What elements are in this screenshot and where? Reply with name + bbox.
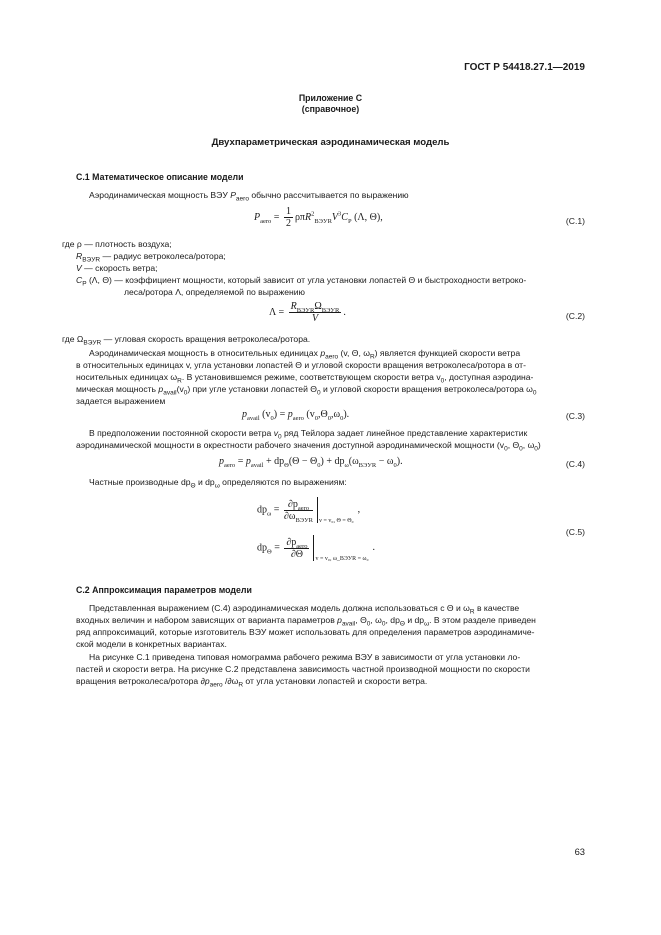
paragraph-relative-power-l2: в относительных единицах v, угла установки лопастей Θ и угловой скорости вращения ветроколеса/ротора в от- [76,360,526,370]
page-number: 63 [574,846,585,857]
glossary-radius: $R_{ВЭУR}$ — радиус ветроколеса/ротора; [76,251,226,264]
fraction-d-theta: $\frac{\partial p_{aero}}{\partial\Theta}$ [286,536,308,560]
section-heading-c2: С.2 Аппроксимация параметров модели [76,585,252,595]
paragraph-figures: На рисунке С.1 приведена типовая номограмма рабочего режима ВЭУ в зависимости от угла установки ло- [89,652,521,662]
glossary-wind-speed: V — скорость ветра; [76,263,158,273]
annex-title: Приложение С [298,93,363,103]
paragraph-relative-power-l3: носительных единицах $\omega_R$. В установившемся режиме, соответствующем скорости ветра $v_0$, доступная аэродина- [76,372,534,385]
equation-label-c1: (С.1) [565,216,585,226]
fraction-d-omega: $\frac{\partial p_{aero}}{\partial\omega_{ВЭУR}}$ [283,498,314,524]
equation-label-c4: (С.4) [565,459,585,469]
paragraph-relative-power-l4: мическая мощность $p_{avail}(v_0)$ при угле установки лопастей $\Theta_0$ и угловой скорости вращения ветроколеса/ротора $\omega_0$ [76,384,537,397]
annex-heading [0,93,661,115]
glossary-angular-speed: где $\Omega_{ВЭУR}$ — угловая скорость вращения ветроколеса/ротора. [62,334,311,347]
paragraph-partials: Частные производные $dp_\Theta$ и $dp_\omega$ определяются по выражениям: [89,477,347,490]
fraction-tip-speed: $\frac{R_{ВЭУR}\Omega_{ВЭУR}}{V}$ [290,301,340,324]
paragraph-approximation: Представленная выражением (С.4) аэродинамическая модель должна использоваться с Θ и $\omega_R$ в качестве [89,603,520,616]
section-heading-c1: С.1 Математическое описание модели [76,172,244,182]
paragraph-relative-power: Аэродинамическая мощность в относительных единицах $p_{aero}$ (v, Θ, $\omega_R$) является функцией скорости ветра [89,348,521,361]
glossary-power-coefficient-cont: леса/ротора Λ, определяемой по выражению [124,287,305,297]
equation-label-c2: (С.2) [565,311,585,321]
paragraph-taylor-l2: аэродинамической мощности в окрестности рабочего значения доступной аэродинамической мощности ($v_0$, $\Theta_0$, $\omega_0$) [76,440,541,453]
equation-c3: $p_{avail}$ $(v_0) = p_{aero}$ $(v_0,\Theta_0,\omega_0)$. [242,409,350,422]
paragraph-relative-power-l5: задается выражением [76,396,166,406]
page-title: Двухпараметрическая аэродинамическая модель [211,137,450,148]
paragraph-intro: Аэродинамическая мощность ВЭУ $P_{aero}$ обычно рассчитывается по выражению [89,190,409,203]
equation-c1: $P_{aero}$ = $\frac{1}{2}$ $\rho\pi R^2_{ВЭУR}V^3C_P$ (Λ, Θ), [254,206,383,229]
equation-c5-theta: $dp_\Theta$ = $\frac{\partial p_{aero}}{\partial\Theta}$ $_{v = v_0, \omega\_ВЭУR = \omega_0}$. [257,536,376,563]
glossary-power-coefficient: $C_P$ (Λ, Θ) — коэффициент мощности, который зависит от угла установки лопастей Θ и быстроходности ветроко- [76,275,527,288]
paragraph-approximation-l3: ряд аппроксимаций, которые изготовитель ВЭУ может использовать для определения параметров аэродинамиче- [76,627,535,637]
paragraph-figures-l2: пастей и скорости ветра. На рисунке С.2 представлена зависимость частной производной мощности по скорости [76,664,530,674]
equation-label-c3: (С.3) [565,411,585,421]
equation-c5-omega: $dp_\omega$ = $\frac{\partial p_{aero}}{\partial\omega_{ВЭУR}}$ $_{v = v_0, \Theta = \Theta_0}$, [257,498,361,525]
glossary-rho: где ρ — плотность воздуха; [62,239,172,249]
standard-number: ГОСТ Р 54418.27.1—2019 [464,62,585,73]
paragraph-taylor: В предположении постоянной скорости ветра $v_0$ ряд Тейлора задает линейное представление характеристик [89,428,528,441]
equation-c2: Λ = $\frac{R_{ВЭУR}\Omega_{ВЭУR}}{V}$ . [269,301,346,324]
equation-label-c5: (С.5) [565,527,585,537]
annex-status: (справочное) [301,104,360,114]
evaluation-bar [317,497,318,523]
fraction-half: $\frac{1}{2}$ [285,206,291,229]
paragraph-approximation-l4: ской модели в конкретных вариантах. [76,639,227,649]
paragraph-figures-l3: вращения ветроколеса/ротора $\partial p_{aero}$ $/\partial\omega_R$ от угла установки лопастей и скорости ветра. [76,676,428,689]
equation-c4: $p_{aero} = p_{avail} + dp_\Theta(\Theta - \Theta_0) + dp_\omega(\omega_{ВЭУR} - \omega_0)$. [219,456,403,469]
paragraph-approximation-l2: входных величин и набором зависящих от варианта параметров $p_{avail}$, $\Theta_0$, $\omega_0$, $dp_\Theta$ и $dp_\omega$. В этом разделе приведен [76,615,536,628]
